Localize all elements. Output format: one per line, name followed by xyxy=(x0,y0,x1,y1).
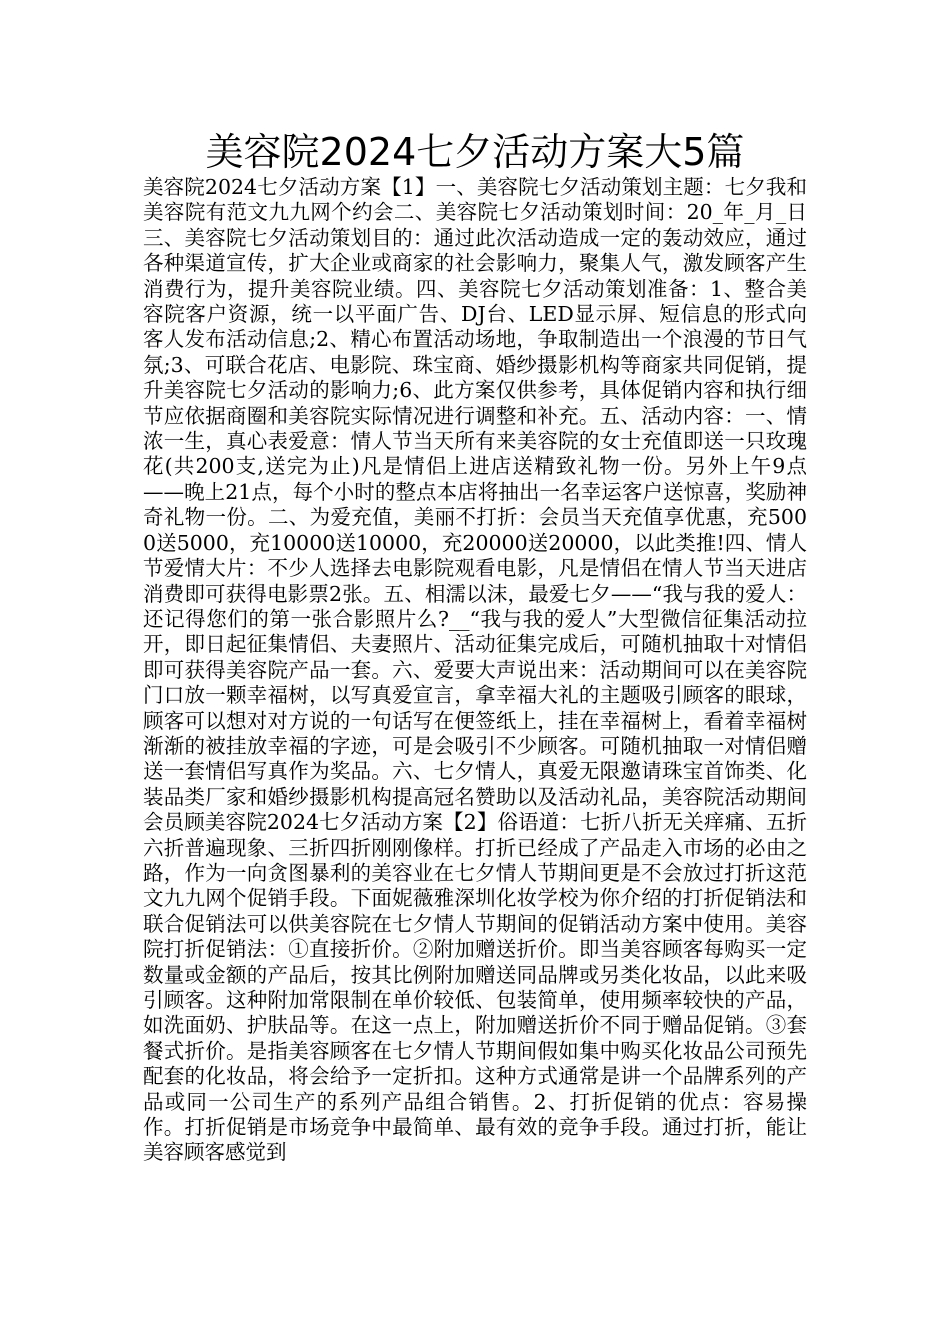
document-title: 美容院2024七夕活动方案大5篇 xyxy=(205,130,745,174)
document-body-text: 美容院2024七夕活动方案【1】一、美容院七夕活动策划主题：七夕我和美容院有范文九九网个约会二、美容院七夕活动策划时间：20_年_月_日三、美容院七夕活动策划目的：通过此次活动造成一定的轰动效应，通过各种渠道宣传，扩大企业或商家的社会影响力，聚集人气，激发顾客产生消费行为，提升美容院业绩。四、美容院七夕活动策划准备：1、整合美容院客户资源，统一以平面广告、DJ台、LED显示屏、短信息的形式向客人发布活动信息;2、精心布置活动场地，争取制造出一个浪漫的节日气氛;3、可联合花店、电影院、珠宝商、婚纱摄影机构等商家共同促销，提升美容院七夕活动的影响力;6、此方案仅供参考，具体促销内容和执行细节应依据商圈和美容院实际情况进行调整和补充。五、活动内容：一、情浓一生，真心表爱意：情人节当天所有来美容院的女士充值即送一只玫瑰花(共200支,送完为止)凡是情侣上进店送精致礼物一份。另外上午9点——晚上21点，每个小时的整点本店将抽出一名幸运客户送惊喜，奖励神奇礼物一份。二、为爱充值，美丽不打折：会员当天充值享优惠，充5000送5000，充10000送10000，充20000送20000，以此类推!四、情人节爱情大片：不少人选择去电影院观看电影，凡是情侣在情人节当天进店消费即可获得电影票2张。五、相濡以沫，最爱七夕——“我与我的爱人：还记得您们的第一张合影照片么?__“我与我的爱人”大型微信征集活动拉开，即日起征集情侣、夫妻照片、活动征集完成后，可随机抽取十对情侣即可获得美容院产品一套。六、爱要大声说出来：活动期间可以在美容院门口放一颗幸福树，以写真爱宣言，拿幸福大礼的主题吸引顾客的眼球，顾客可以想对对方说的一句话写在便签纸上，挂在幸福树上，看着幸福树渐渐的被挂放幸福的字迹，可是会吸引不少顾客。可随机抽取一对情侣赠送一套情侣写真作为奖品。六、七夕情人，真爱无限邀请珠宝首饰类、化装品类厂家和婚纱摄影机构提高冠名赞助以及活动礼品，美容院活动期间会员顾美容院2024七夕活动方案【2】俗语道：七折八折无关痒痛、五折六折普遍现象、三折四折刚刚像样。打折已经成了产品走入市场的必由之路，作为一向贪图暴利的美容业在七夕情人节期间更是不会放过打折这范文九九网个促销手段。下面妮薇雅深圳化妆学校为你介绍的打折促销法和联合促销法可以供美容院在七夕情人节期间的促销活动方案中使用。美容院打折促销法：①直接折价。②附加赠送折价。即当美容顾客每购买一定数量或金额的产品后，按其比例附加赠送同品牌或另类化妆品，以此来吸引顾客。这种附加常限制在单价较低、包装简单，使用频率较快的产品，如洗面奶、护肤品等。在这一点上，附加赠送折价不同于赠品促销。③套餐式折价。是指美容顾客在七夕情人节期间假如集中购买化妆品公司预先配套的化妆品，将会给予一定折扣。这种方式通常是讲一个品牌系列的产品或同一公司生产的系列产品组合销售。2、打折促销的优点：容易操作。打折促销是市场竞争中最简单、最有效的竞争手段。通过打折，能让美容顾客感觉到 xyxy=(143,175,807,1165)
